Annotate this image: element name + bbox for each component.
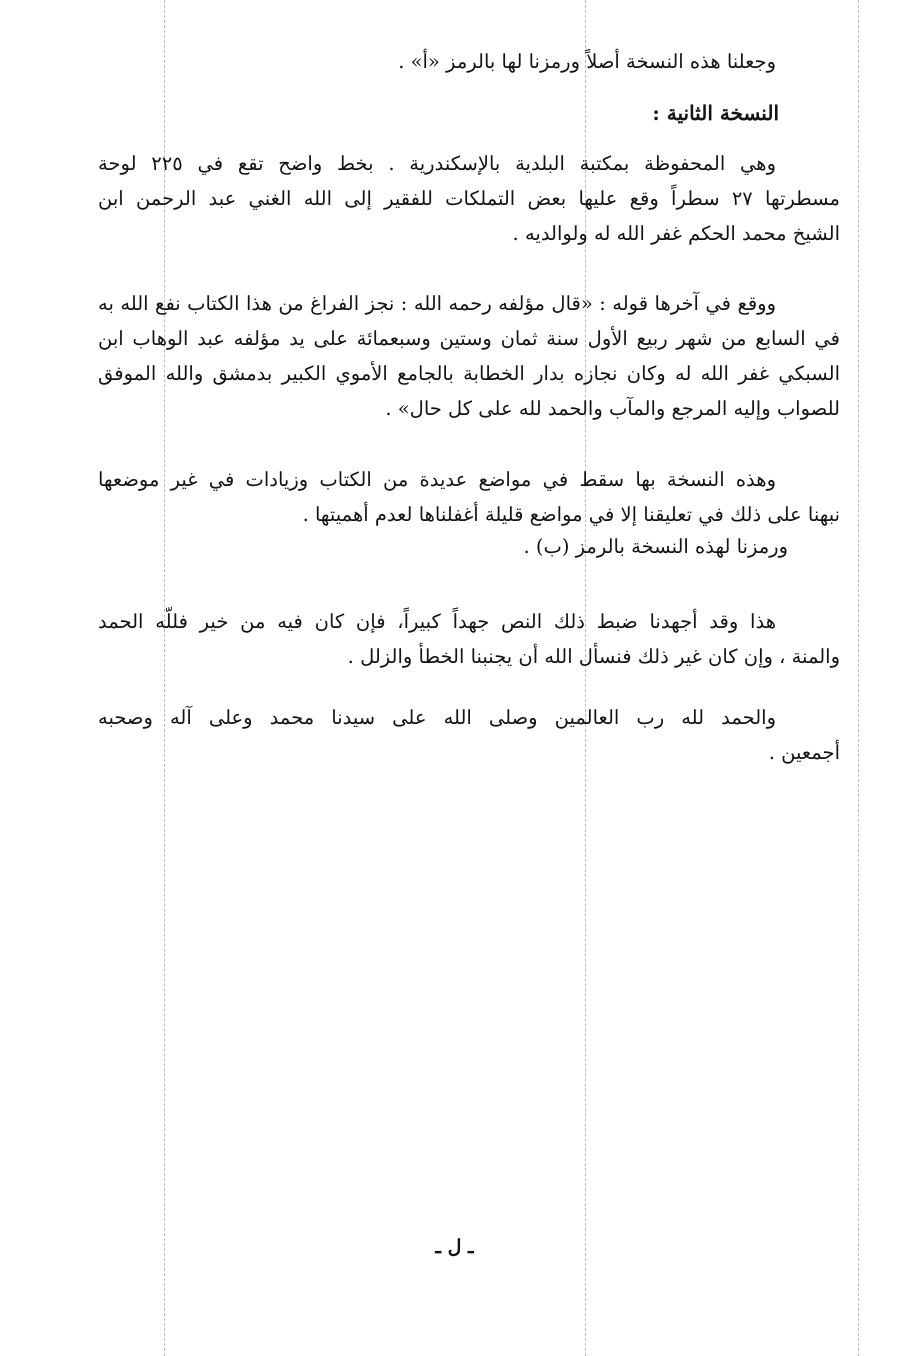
- text-line: مسطرتها ٢٧ سطراً وقع عليها بعض التملكات للفقير إلى الله الغني عبد الرحمن ابن: [98, 187, 840, 210]
- text-line: ورمزنا لهذه النسخة بالرمز (ب) .: [523, 535, 788, 558]
- text-line: الشيخ محمد الحكم غفر الله له ولوالديه .: [512, 222, 840, 245]
- text-line: والمنة ، وإن كان غير ذلك فنسأل الله أن يجنبنا الخطأ والزلل .: [347, 645, 840, 668]
- page-number: ـ ل ـ: [435, 1236, 474, 1258]
- paragraph-manuscript-description: [98, 146, 840, 251]
- text-line: السبكي غفر الله له وكان نجازه بدار الخطابة بالجامع الأموي الكبير بدمشق والله الموفق: [98, 362, 840, 385]
- text-line: هذا وقد أجهدنا ضبط ذلك النص جهداً كبيراً، فإن كان فيه من خير فللّه الحمد: [98, 610, 776, 633]
- paragraph-manuscript-notes: [98, 462, 840, 562]
- text-line: ووقع في آخرها قوله : «قال مؤلفه رحمه الله : نجز الفراغ من هذا الكتاب نفع الله به: [98, 292, 776, 315]
- text-line: وهذه النسخة بها سقط في مواضع عديدة من الكتاب وزيادات في غير موضعها: [98, 468, 776, 491]
- paragraph-editing-note: [98, 604, 840, 674]
- text-line: والحمد لله رب العالمين وصلى الله على سيدنا محمد وعلى آله وصحبه: [98, 706, 776, 729]
- text-line: في السابع من شهر ربيع الأول سنة ثمان وستين وسبعمائة على يد مؤلفه عبد الوهاب ابن: [98, 327, 840, 350]
- paragraph-intro: [98, 44, 840, 79]
- text-line: للصواب وإليه المرجع والمآب والحمد لله على كل حال» .: [385, 397, 840, 420]
- paragraph-colophon-quote: [98, 286, 840, 426]
- section-heading: النسخة الثانية :: [652, 101, 779, 125]
- text-line: وجعلنا هذه النسخة أصلاً ورمزنا لها بالرمز «أ» .: [398, 50, 776, 73]
- text-line: نبهنا على ذلك في تعليقنا إلا في مواضع قليلة أغفلناها لعدم أهميتها .: [302, 503, 840, 526]
- text-line: وهي المحفوظة بمكتبة البلدية بالإسكندرية . بخط واضح تقع في ٢٢٥ لوحة: [98, 152, 776, 175]
- paragraph-closing: [98, 700, 840, 770]
- scan-guide-line: [858, 0, 859, 1356]
- text-line: أجمعين .: [768, 741, 840, 764]
